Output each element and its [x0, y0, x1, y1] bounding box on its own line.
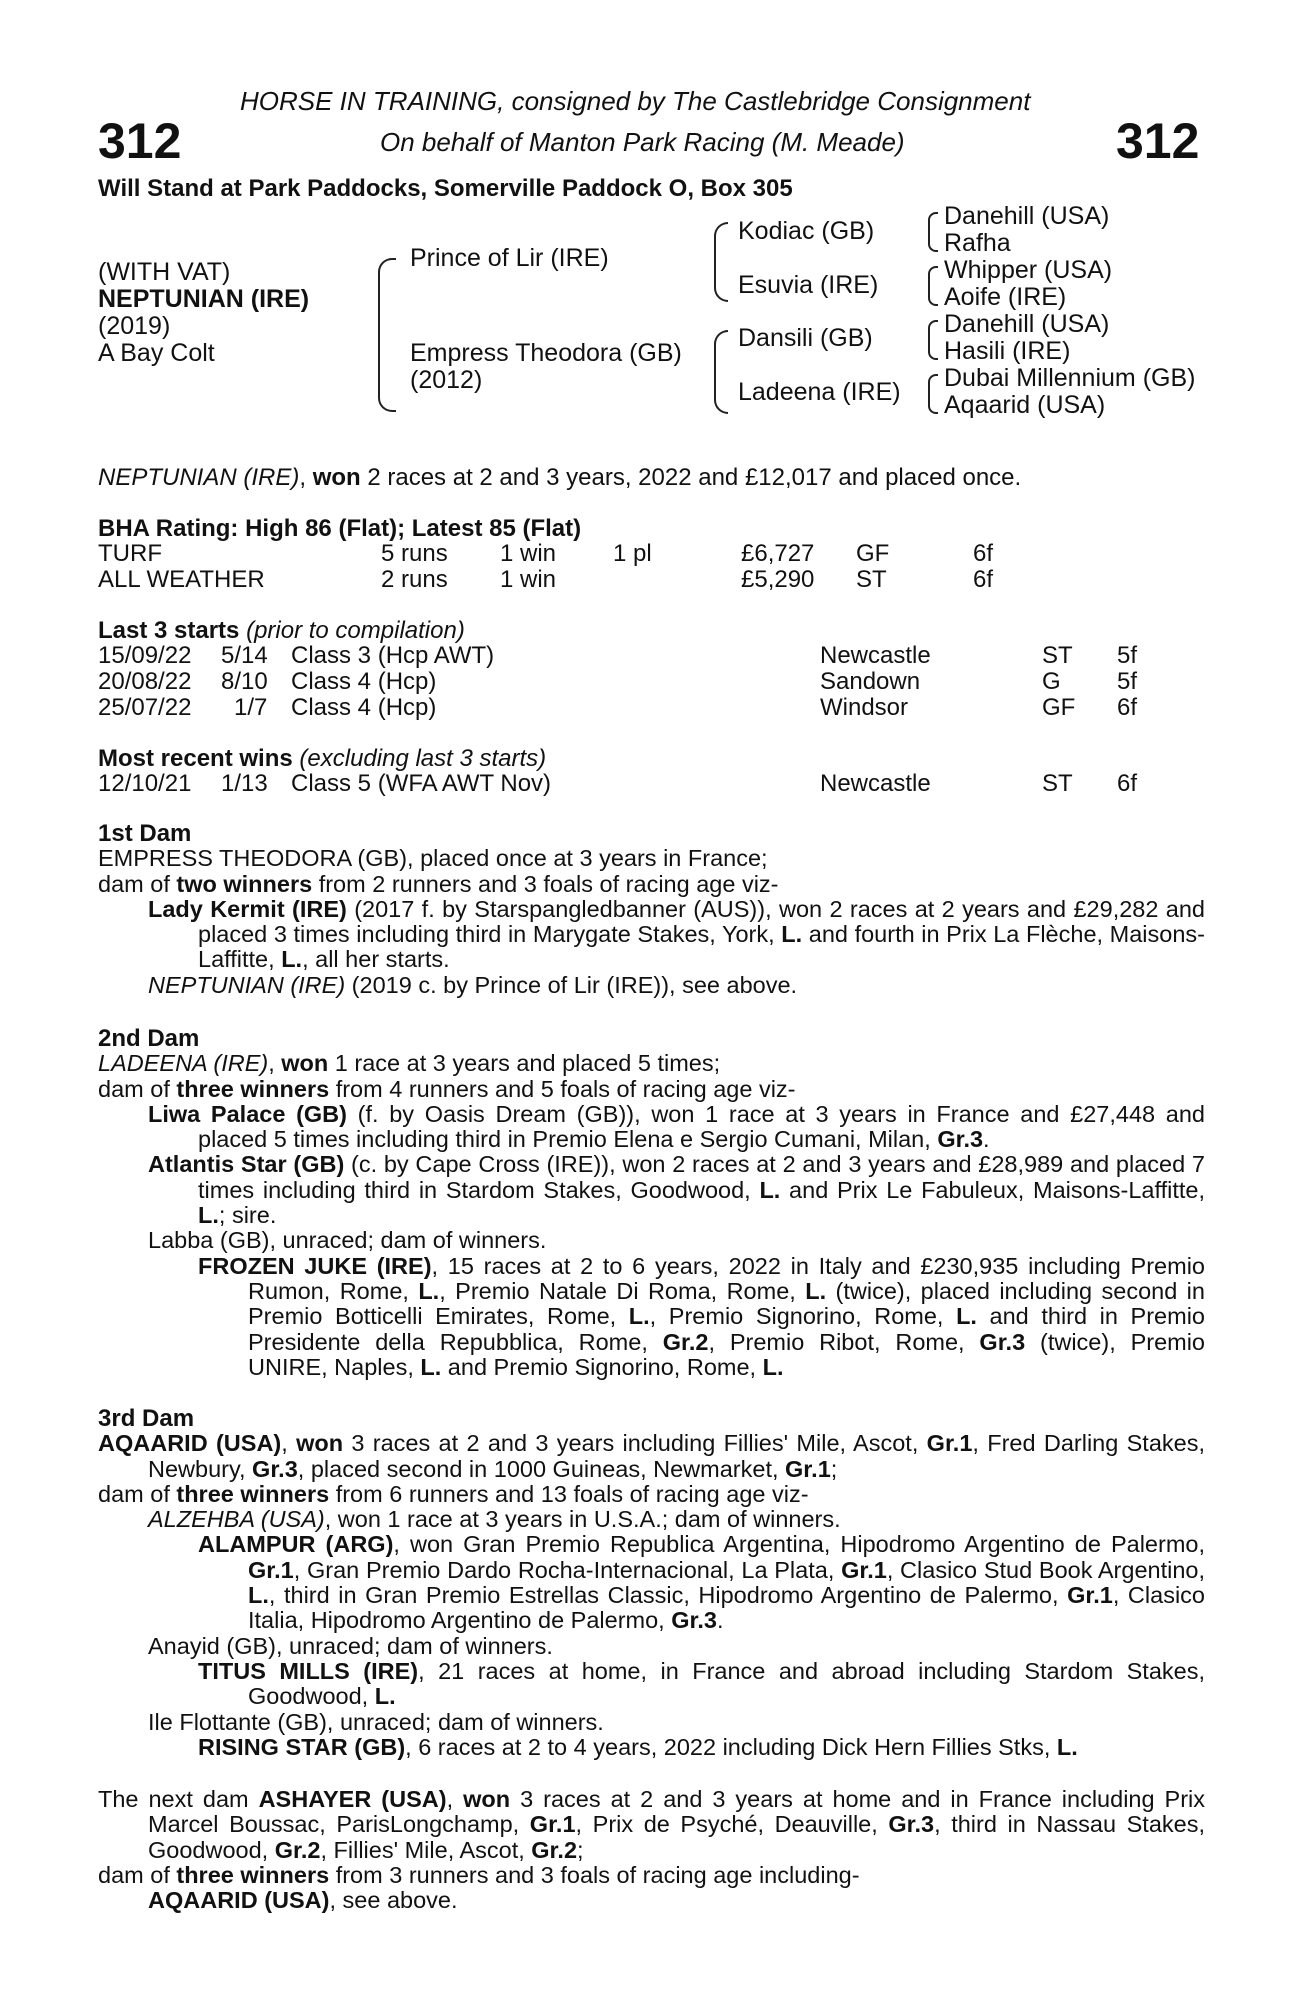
ss-sire: Danehill (USA) — [944, 202, 1110, 230]
text-bold: Gr.2 — [531, 1836, 578, 1863]
progeny-alzehba — [148, 1507, 1205, 1532]
text: and fourth in Prix La Flèche, Maisons-Laffitte, — [198, 921, 1205, 973]
text-italic: LADEENA (IRE) — [98, 1050, 269, 1077]
text-bold: ASHAYER (USA) — [258, 1786, 447, 1812]
text-bold: L. — [1056, 1733, 1078, 1760]
second-dam-produce-line — [98, 1077, 1205, 1102]
start-date: 15/09/22 — [98, 642, 192, 669]
text-bold: Gr.1 — [1067, 1582, 1113, 1609]
text: from 3 runners and 3 foals of racing age including- — [329, 1861, 860, 1888]
progeny-name: Atlantis Star (GB) — [148, 1151, 345, 1178]
progeny-lady-kermit — [148, 897, 1205, 973]
progeny-name: TITUS MILLS (IRE) — [198, 1657, 419, 1684]
text: . — [983, 1126, 990, 1153]
pedigree-brace-dam — [714, 330, 728, 414]
text: (2017 f. by Starspangledbanner (AUS)), won 2 races at 2 years and £29,282 and placed 3 times including third in Marygate Stakes, York, — [198, 895, 1205, 948]
text: 3 races at 2 and 3 years at home and in France including Prix Marcel Boussac, ParisLongchamp, — [148, 1786, 1206, 1838]
dam-dam: Ladeena (IRE) — [738, 378, 901, 406]
dd-sire: Dubai Millennium (GB) — [944, 364, 1196, 392]
sire-name: Prince of Lir (IRE) — [410, 244, 609, 272]
text: (twice), Premio UNIRE, Naples, — [248, 1328, 1206, 1380]
horse-year: (2019) — [98, 312, 171, 340]
text-bold: L. — [781, 921, 803, 948]
labba-progeny — [148, 1254, 1205, 1380]
rating-going: ST — [856, 566, 887, 593]
dd-dam: Aqaarid (USA) — [944, 391, 1106, 419]
text: , Clasico Stud Book Argentino, — [886, 1556, 1206, 1583]
start-date: 12/10/21 — [98, 770, 192, 797]
progeny-name: Lady Kermit (IRE) — [148, 895, 347, 922]
text-bold: L. — [805, 1277, 827, 1304]
text: , third in Gran Premio Estrellas Classic, Hipodromo Argentino de Palermo, — [268, 1582, 1068, 1609]
pedigree-brace-sire — [714, 222, 728, 302]
rating-prize: £5,290 — [741, 566, 815, 593]
last3-sub: (prior to compilation) — [246, 617, 465, 644]
next-dam-section — [98, 1787, 1205, 1913]
text-bold: Gr.3 — [252, 1455, 298, 1482]
pedigree-brace-sd — [928, 266, 938, 306]
pedigree-brace-ss — [928, 212, 938, 252]
ds-dam: Hasili (IRE) — [944, 337, 1071, 365]
text: dam of — [98, 1075, 177, 1102]
pedigree-brace-main — [378, 258, 396, 412]
start-class: Class 4 (Hcp) — [291, 694, 437, 721]
progeny-name: ALAMPUR (ARG) — [198, 1531, 394, 1558]
start-course: Newcastle — [820, 642, 931, 669]
second-dam-title: 2nd Dam — [98, 1025, 200, 1052]
text: 1 race at 3 years and placed 5 times; — [328, 1050, 721, 1077]
text: and Premio Signorino, Rome, — [441, 1353, 763, 1380]
text: from 4 runners and 5 foals of racing age viz- — [329, 1075, 796, 1102]
last3-heading: Last 3 starts — [98, 617, 240, 644]
text: The next dam — [98, 1786, 259, 1812]
text: , Premio Natale Di Roma, Rome, — [439, 1277, 806, 1304]
text-bold: Gr.1 — [529, 1811, 576, 1838]
progeny-name: AQAARID (USA) — [148, 1887, 330, 1914]
text: , — [281, 1430, 297, 1457]
text-bold: three winners — [176, 1861, 330, 1888]
start-date: 20/08/22 — [98, 668, 192, 695]
progeny-alampur — [198, 1532, 1205, 1633]
third-dam-section — [98, 1406, 1205, 1760]
first-dam-section — [98, 821, 1205, 998]
text: , 15 races at 2 to 6 years, 2022 in Italy and £230,935 including Premio Rumon, Rome, — [248, 1252, 1205, 1304]
text-bold: Gr.3 — [979, 1328, 1026, 1355]
sd-sire: Whipper (USA) — [944, 256, 1113, 284]
start-course: Sandown — [820, 668, 921, 695]
second-dam-progeny — [98, 1102, 1205, 1380]
progeny-titus-mills — [198, 1659, 1205, 1710]
text-bold: AQAARID (USA) — [98, 1430, 282, 1457]
text-bold: won — [281, 1050, 329, 1077]
consignment-line: HORSE IN TRAINING, consigned by The Castlebridge Consignment — [240, 86, 1031, 116]
text: , see above. — [329, 1887, 458, 1914]
horse-name: NEPTUNIAN (IRE) — [98, 285, 310, 313]
lot-number-left: 312 — [98, 113, 182, 169]
text: , Clasico Italia, Hipodromo Argentino de Palermo, — [248, 1582, 1205, 1634]
text-bold: won — [296, 1430, 344, 1457]
dam-name: Empress Theodora (GB) — [410, 339, 682, 367]
start-class: Class 4 (Hcp) — [291, 668, 437, 695]
text: and third in Premio Presidente della Repubblica, Rome, — [248, 1303, 1205, 1355]
text: and Prix Le Fabuleux, Maisons-Laffitte, — [780, 1176, 1205, 1203]
text-bold: L. — [762, 1353, 784, 1380]
text: , Fillies' Mile, Ascot, — [320, 1836, 532, 1863]
start-dist: 6f — [1117, 770, 1138, 797]
progeny-neptunian — [148, 973, 1205, 998]
rating-going: GF — [856, 540, 890, 567]
text: , won Gran Premio Republica Argentina, Hipodromo Argentino de Palermo, — [393, 1531, 1205, 1558]
rating-runs: 5 runs — [381, 540, 448, 567]
text: ; sire. — [218, 1202, 277, 1229]
recent-sub: (excluding last 3 starts) — [299, 745, 547, 772]
start-date: 25/07/22 — [98, 694, 192, 721]
progeny-labba: Labba (GB), unraced; dam of winners. — [148, 1227, 547, 1254]
ile-flottante-progeny — [148, 1735, 1205, 1760]
start-pos: 1/13 — [221, 770, 268, 797]
last3-title — [98, 617, 465, 645]
text: 3 races at 2 and 3 years including Fillies' Mile, Ascot, — [343, 1430, 927, 1457]
text-bold: L. — [248, 1582, 269, 1609]
progeny-aqaarid — [98, 1888, 1205, 1913]
progeny-name: Liwa Palace (GB) — [148, 1100, 347, 1127]
text: , won 1 race at 3 years in U.S.A.; dam of winners. — [324, 1506, 841, 1533]
lot-number-right: 312 — [1116, 113, 1200, 169]
start-course: Windsor — [820, 694, 909, 721]
start-pos: 8/10 — [221, 668, 268, 695]
progeny-name: FROZEN JUKE (IRE) — [198, 1252, 432, 1279]
text-bold: L. — [956, 1303, 977, 1330]
text: from 2 runners and 3 foals of racing age viz- — [312, 870, 779, 897]
text-bold: L. — [628, 1303, 650, 1330]
text-bold: L. — [281, 946, 303, 973]
next-dam-line — [98, 1787, 1205, 1863]
start-going: ST — [1042, 642, 1073, 669]
ds-sire: Danehill (USA) — [944, 310, 1110, 338]
third-dam-line — [98, 1431, 1205, 1482]
rating-surface: TURF — [98, 540, 162, 567]
start-class: Class 3 (Hcp AWT) — [291, 642, 495, 669]
start-pos: 5/14 — [221, 642, 268, 669]
text: , placed second in 1000 Guineas, Newmarket, — [297, 1455, 786, 1482]
text: , Fred Darling Stakes, Newbury, — [148, 1430, 1205, 1482]
vat-note: (WITH VAT) — [98, 258, 231, 286]
rating-surface: ALL WEATHER — [98, 566, 265, 593]
rating-placed: 1 pl — [613, 540, 652, 567]
first-dam-title: 1st Dam — [98, 820, 192, 847]
text-bold: three winners — [176, 1480, 330, 1507]
start-going: G — [1042, 668, 1061, 695]
start-going: GF — [1042, 694, 1076, 721]
start-dist: 5f — [1117, 642, 1138, 669]
stand-location: Will Stand at Park Paddocks, Somerville Paddock O, Box 305 — [98, 175, 793, 202]
text: . — [716, 1607, 724, 1634]
text: dam of — [98, 1480, 177, 1507]
recent-heading: Most recent wins — [98, 745, 293, 772]
text: , Premio Signorino, Rome, — [649, 1303, 957, 1330]
progeny-name: NEPTUNIAN (IRE) — [148, 971, 346, 998]
text: , Premio Ribot, Rome, — [708, 1328, 980, 1355]
race-summary: NEPTUNIAN (IRE), won 2 races at 2 and 3 years, 2022 and £12,017 and placed once. — [98, 464, 1022, 491]
rating-wins: 1 win — [500, 566, 557, 593]
text: (2019 c. by Prince of Lir (IRE)), see above. — [345, 971, 798, 998]
start-course: Newcastle — [820, 770, 931, 797]
text-bold: L. — [420, 1353, 442, 1380]
text-bold: won — [463, 1786, 511, 1812]
dam-sire: Dansili (GB) — [738, 324, 873, 352]
start-dist: 6f — [1117, 694, 1138, 721]
rating-distance: 6f — [973, 566, 994, 593]
text: (f. by Oasis Dream (GB)), won 1 race at 3 years in France and £27,448 and placed 5 times including third in Premio Elena e Sergio Cumani, Milan, — [198, 1100, 1205, 1153]
next-dam-produce-line — [98, 1863, 1205, 1888]
text: ; — [577, 1836, 584, 1863]
progeny-atlantis-star — [148, 1152, 1205, 1228]
third-dam-title: 3rd Dam — [98, 1405, 195, 1432]
progeny-name: ALZEHBA (USA) — [148, 1506, 325, 1533]
summary-won: won — [312, 464, 361, 491]
rating-wins: 1 win — [500, 540, 557, 567]
text: (twice), placed including second in Premio Botticelli Emirates, Rome, — [248, 1277, 1205, 1330]
text-bold: three winners — [176, 1075, 330, 1102]
rating-runs: 2 runs — [381, 566, 448, 593]
horse-desc: A Bay Colt — [98, 339, 215, 367]
behalf-line: On behalf of Manton Park Racing (M. Meade) — [380, 127, 905, 157]
progeny-frozen-juke — [198, 1254, 1205, 1380]
text: (c. by Cape Cross (IRE)), won 2 races at 2 and 3 years and £28,989 and placed 7 times including third in Stardom Stakes, Goodwood, — [198, 1151, 1205, 1203]
text-bold: Gr.1 — [926, 1430, 973, 1457]
text-bold: Gr.1 — [785, 1455, 831, 1482]
text: , 21 races at home, in France and abroad including Stardom Stakes, Goodwood, — [248, 1657, 1205, 1710]
text: , — [268, 1050, 282, 1077]
text: dam of — [98, 1861, 177, 1888]
text-bold: Gr.2 — [274, 1836, 321, 1863]
summary-text: 2 races at 2 and 3 years, 2022 and £12,017 and placed once. — [360, 464, 1022, 491]
text-bold: Gr.1 — [841, 1556, 887, 1583]
ss-dam: Rafha — [944, 229, 1011, 257]
text-bold: L. — [418, 1277, 440, 1304]
start-dist: 5f — [1117, 668, 1138, 695]
sd-dam: Aoife (IRE) — [944, 283, 1067, 311]
pedigree-brace-dd — [928, 374, 938, 414]
text: , Gran Premio Dardo Rocha-Internacional, La Plata, — [293, 1556, 842, 1583]
text: , 6 races at 2 to 4 years, 2022 including Dick Hern Fillies Stks, — [405, 1733, 1057, 1760]
rating-distance: 6f — [973, 540, 994, 567]
progeny-rising-star — [198, 1735, 1205, 1760]
text: , — [446, 1786, 464, 1812]
sire-sire: Kodiac (GB) — [738, 217, 875, 245]
text: , all her starts. — [302, 946, 450, 973]
text-bold: Gr.3 — [937, 1126, 984, 1153]
text: , Prix de Psyché, Deauville, — [575, 1811, 889, 1838]
progeny-liwa-palace — [148, 1102, 1205, 1153]
progeny-ile-flottante: Ile Flottante (GB), unraced; dam of winners. — [148, 1708, 604, 1735]
text-bold: L. — [374, 1683, 396, 1710]
alzehba-progeny — [148, 1532, 1205, 1633]
first-dam-produce-line — [98, 872, 1205, 897]
text-bold: Gr.1 — [248, 1556, 294, 1583]
text-bold: Gr.2 — [662, 1328, 709, 1355]
bha-rating-title: BHA Rating: High 86 (Flat); Latest 85 (Flat) — [98, 515, 582, 542]
text: , third in Nassau Stakes, Goodwood, — [148, 1811, 1205, 1863]
first-dam-progeny — [98, 897, 1205, 998]
start-class: Class 5 (WFA AWT Nov) — [291, 770, 552, 797]
dam-year: (2012) — [410, 366, 483, 394]
start-pos: 1/7 — [234, 694, 268, 721]
third-dam-progeny — [98, 1507, 1205, 1760]
text-bold: two winners — [176, 870, 313, 897]
progeny-name: RISING STAR (GB) — [198, 1733, 406, 1760]
start-going: ST — [1042, 770, 1073, 797]
text: ; — [830, 1455, 838, 1482]
second-dam-section — [98, 1026, 1205, 1380]
text-bold: L. — [198, 1202, 219, 1229]
text-bold: L. — [759, 1176, 781, 1203]
text: from 6 runners and 13 foals of racing age viz- — [329, 1480, 809, 1507]
text-bold: Gr.3 — [671, 1607, 717, 1634]
second-dam-line — [98, 1051, 1205, 1076]
recent-title — [98, 745, 546, 773]
text: dam of — [98, 870, 177, 897]
anayid-progeny — [148, 1659, 1205, 1710]
first-dam-line: EMPRESS THEODORA (GB), placed once at 3 years in France; — [98, 845, 768, 872]
text-bold: Gr.3 — [888, 1811, 935, 1838]
rating-prize: £6,727 — [741, 540, 815, 567]
third-dam-produce-line — [98, 1482, 1205, 1507]
progeny-anayid: Anayid (GB), unraced; dam of winners. — [148, 1632, 553, 1659]
summary-horse-name: NEPTUNIAN (IRE) — [98, 464, 300, 491]
sire-dam: Esuvia (IRE) — [738, 271, 879, 299]
pedigree-brace-ds — [928, 320, 938, 360]
